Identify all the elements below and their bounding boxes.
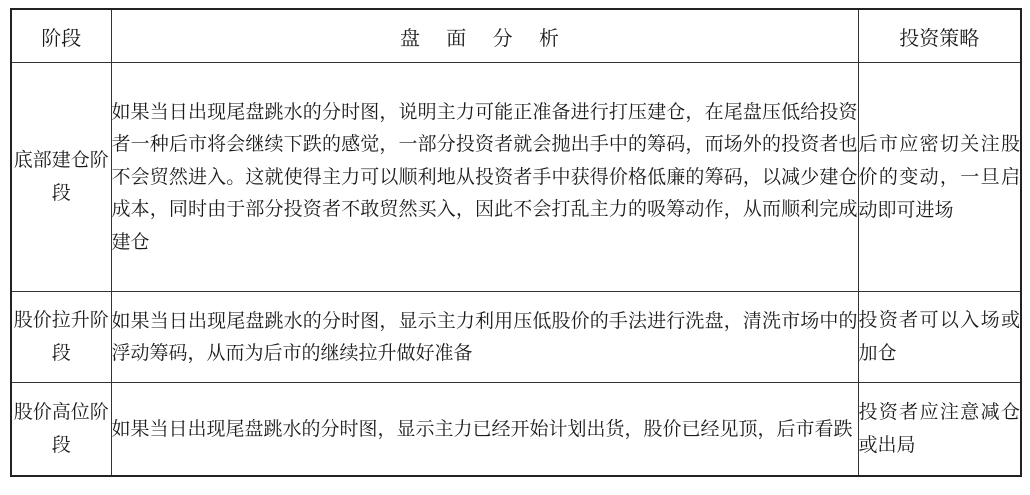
strategy-cell: 投资者应注意减仓或出局 <box>858 383 1021 477</box>
stage-strategy-table <box>10 8 1022 477</box>
table-header-row <box>11 9 1021 63</box>
analysis-cell: 如果当日出现尾盘跳水的分时图，显示主力已经开始计划出货，股价已经见顶，后市看跌 <box>111 383 858 477</box>
header-analysis: 盘 面 分 析 <box>111 9 858 63</box>
strategy-cell: 后市应密切关注股价的变动，一旦启动即可进场 <box>858 63 1021 292</box>
table-row <box>11 292 1021 383</box>
stage-cell: 股价拉升阶段 <box>11 292 111 383</box>
strategy-cell: 投资者可以入场或加仓 <box>858 292 1021 383</box>
table-row <box>11 63 1021 292</box>
stage-cell: 股价高位阶段 <box>11 383 111 477</box>
analysis-cell: 如果当日出现尾盘跳水的分时图，说明主力可能正准备进行打压建仓，在尾盘压低给投资者一种后市将会继续下跌的感觉，一部分投资者就会抛出手中的筹码，而场外的投资者也不会贸然进入。这就使得主力可以顺利地从投资者手中获得价格低廉的筹码，以减少建仓成本，同时由于部分投资者不敢贸然买入，因此不会打乱主力的吸筹动作，从而顺利完成建仓 <box>111 63 858 292</box>
stage-cell: 底部建仓阶段 <box>11 63 111 292</box>
analysis-cell: 如果当日出现尾盘跳水的分时图，显示主力利用压低股价的手法进行洗盘，清洗市场中的浮动筹码，从而为后市的继续拉升做好准备 <box>111 292 858 383</box>
document-page <box>10 8 1022 477</box>
table-row <box>11 383 1021 477</box>
header-stage: 阶段 <box>11 9 111 63</box>
header-strategy: 投资策略 <box>858 9 1021 63</box>
